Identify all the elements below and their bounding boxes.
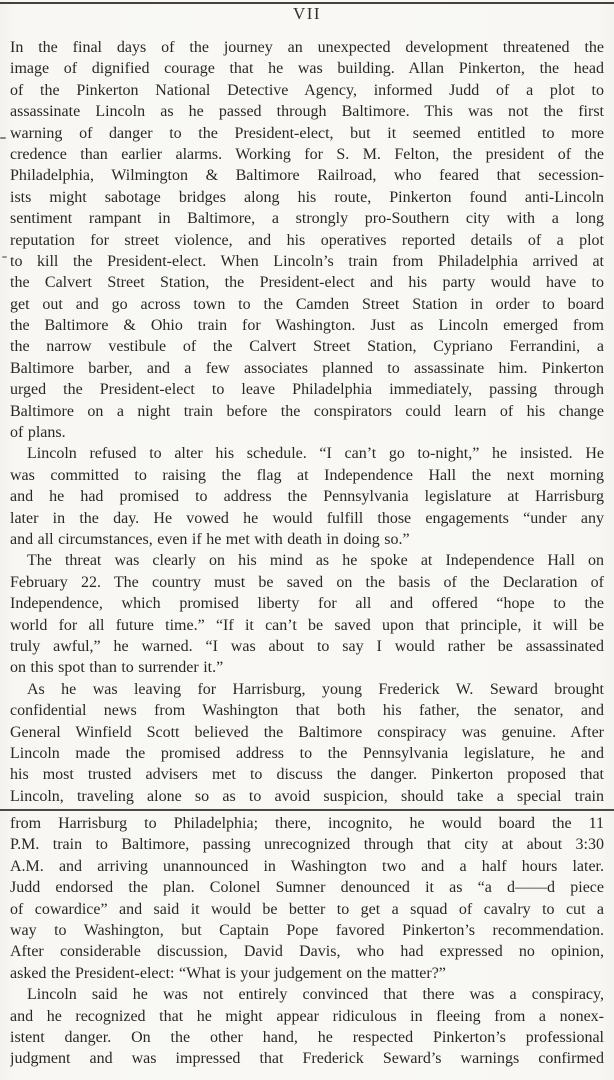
text-line: Lincoln said he was not entirely convinced that there was a conspiracy, [27,986,604,1004]
text-line: the Calvert Street Station, the President-elect and his party would have to [10,274,604,292]
chapter-number: VII [292,4,322,23]
paragraph [10,550,604,678]
paragraph [10,813,604,984]
content [10,37,604,1070]
paragraph [10,37,604,443]
text-line: February 22. The country must be saved on the basis of the Declaration of [10,573,604,591]
text-line: ists might sabotage bridges along his route, Pinkerton found anti-Lincoln [10,188,604,206]
text-line: asked the President-elect: “What is your judgement on the matter?” [10,964,446,982]
text-line: of cowardice” and said it would be better to get a squad of cavalry to cut a [10,900,604,918]
text-line: Lincoln refused to alter his schedule. “I can’t go to-night,” he insisted. He [27,445,604,463]
text-line: to kill the President-elect. When Lincoln’s train from Philadelphia arrived at [10,252,604,270]
text-line: world for all future time.” “If it can’t be saved upon that principle, it will be [10,616,604,634]
text-line: Lincoln made the promised address to the Pennsylvania legislature, he and [10,744,604,762]
text-line: In the final days of the journey an unexpected development threatened the [10,39,604,56]
text-line: credence than earlier alarms. Working for S. M. Felton, the president of the [10,145,604,163]
text-line: the narrow vestibule of the Calvert Street Station, Cypriano Ferrandini, a [10,338,604,356]
text-line: Independence, which promised liberty for all and offered “hope to the [10,595,604,613]
text-line: Baltimore barber, and a few associates planned to assassinate him. Pinkerton [10,359,604,377]
text-line: General Winfield Scott believed the Baltimore conspiracy was genuine. After [10,723,604,741]
text-line: reputation for street violence, and his operatives reported details of a plot [10,231,604,249]
text-line: As he was leaving for Harrisburg, young Frederick W. Seward brought [27,680,604,698]
text-line: of the Pinkerton National Detective Agency, informed Judd of a plot to [10,81,604,99]
paragraph [10,443,604,550]
paragraph [10,679,604,807]
text-line: judgment and was impressed that Frederick Seward’s warnings confirmed [10,1050,604,1068]
text-line: was committed to raising the flag at Independence Hall the next morning [10,466,604,484]
text-line: of plans. [10,424,66,442]
text-line: the Baltimore & Ohio train for Washington. Just as Lincoln emerged from [10,317,604,335]
text-line: Judd endorsed the plan. Colonel Sumner denounced it as “a d——d piece [10,879,604,897]
text-line: Lincoln, traveling alone so as to avoid suspicion, should take a special train [10,787,604,805]
text-line: sentiment rampant in Baltimore, a strongly pro-Southern city with a long [10,210,604,228]
text-line: on this spot than to surrender it.” [10,659,224,677]
text-line: confidential news from Washington that both his father, the senator, and [10,702,604,720]
scan-seam-line [0,809,614,811]
text-line: image of dignified courage that he was building. Allan Pinkerton, the head [10,60,604,78]
text-line: and he recognized that he might appear ridiculous in fleeing from a nonex- [10,1007,604,1025]
text-line: urged the President-elect to leave Philadelphia immediately, passing through [10,381,604,399]
text-line: and he had promised to address the Pennsylvania legislature at Harrisburg [10,488,604,506]
scan-artifact [0,137,6,139]
text-line: Baltimore on a night train before the conspirators could learn of his change [10,402,604,420]
text-line: istent danger. On the other hand, he respected Pinkerton’s professional [10,1028,604,1046]
text-line: and all circumstances, even if he met with death in doing so.” [10,530,410,548]
text-line: assassinate Lincoln as he passed through Baltimore. This was not the first [10,103,604,121]
text-line: way to Washington, but Captain Pope favored Pinkerton’s recommendation. [10,922,604,940]
text-line: get out and go across town to the Camden Street Station in order to board [10,295,604,313]
text-line: warning of danger to the President-elect, but it seemed entitled to more [10,124,604,142]
paragraph [10,984,604,1070]
text-line: The threat was clearly on his mind as he spoke at Independence Hall on [27,552,604,570]
text-line: later in the day. He vowed he would fulfill those engagements “under any [10,509,604,527]
text-line: A.M. and arriving unannounced in Washington two and a half hours later. [10,857,604,875]
text-line: P.M. train to Baltimore, passing unrecognized through that city at about 3:30 [10,836,604,854]
text-line: Philadelphia, Wilmington & Baltimore Railroad, who feared that secession- [10,167,604,185]
scan-artifact [2,256,7,258]
text-line: After considerable discussion, David Davis, who had expressed no opinion, [10,943,604,961]
text-line: from Harrisburg to Philadelphia; there, incognito, he would board the 11 [10,815,604,833]
text-line: truly awful,” he warned. “I was about to say I would rather be assassinated [10,637,604,655]
text-line: his most trusted advisers met to discuss the danger. Pinkerton proposed that [10,766,604,784]
